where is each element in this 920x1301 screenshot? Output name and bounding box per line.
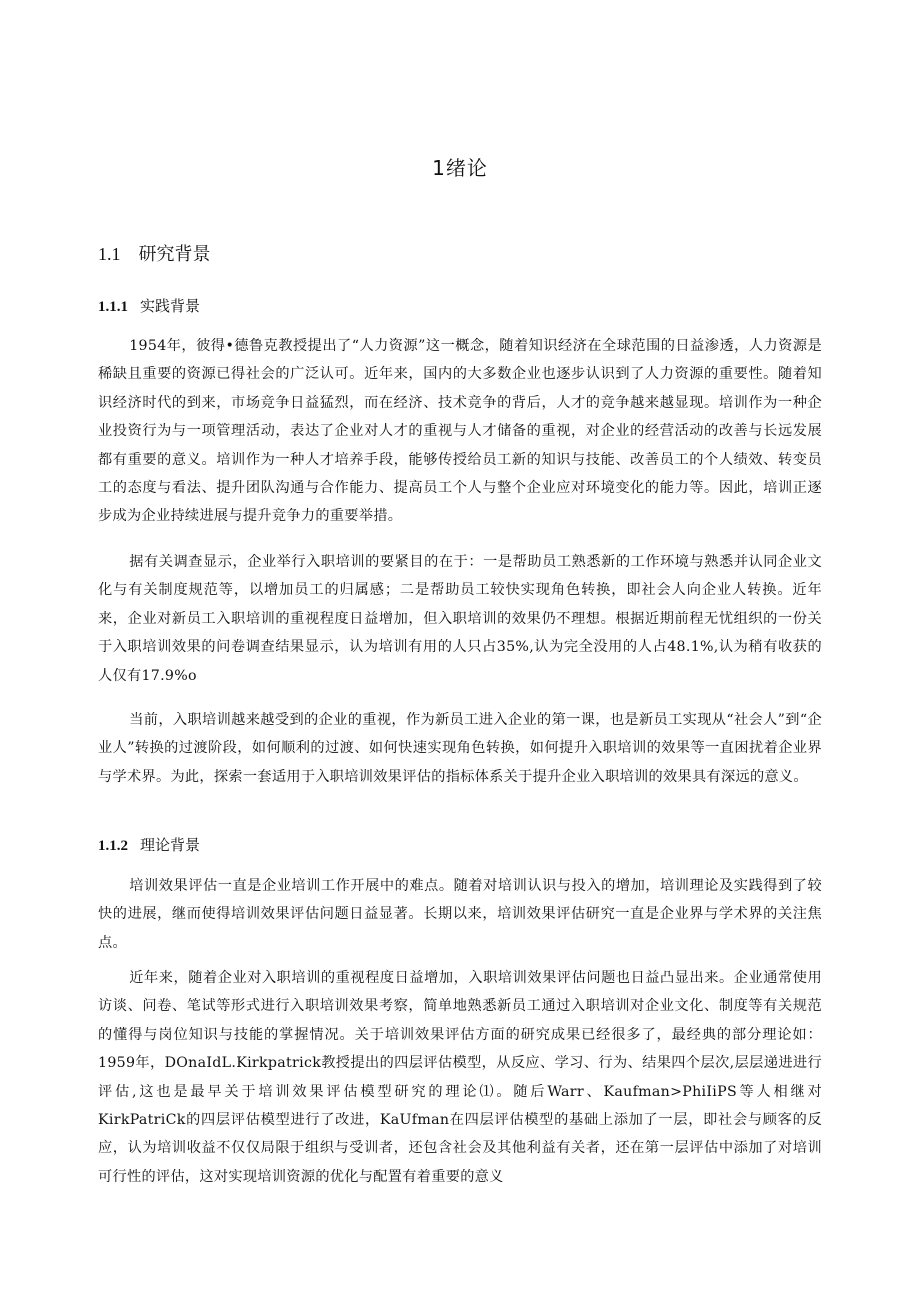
section-heading: [98, 240, 211, 266]
paragraph: 据有关调查显示，企业举行入职培训的要紧目的在于：一是帮助员工熟悉新的工作环境与熟悉并认同企业文化与有关制度规范等，以增加员工的归属感；二是帮助员工较快实现角色转换，即社会人向企业人转换。近年来，企业对新员工入职培训的重视程度日益增加，但入职培训的效果仍不理想。根据近期前程无忧组织的一份关于入职培训效果的问卷调查结果显示，认为培训有用的人只占35%,认为完全没用的人占48.1%,认为稍有收获的人仅有17.9%o: [98, 554, 822, 684]
paragraph: 培训效果评估一直是企业培训工作开展中的难点。随着对培训认识与投入的增加，培训理论及实践得到了较快的进展，继而使得培训效果评估问题日益显著。长期以来，培训效果评估研究一直是企业界与学术界的关注焦点。: [98, 878, 822, 951]
paragraph: 近年来，随着企业对入职培训的重视程度日益增加，入职培训效果评估问题也日益凸显出来。企业通常使用访谈、问卷、笔试等形式进行入职培训效果考察，简单地熟悉新员工通过入职培训对企业文化、制度等有关规范的懂得与岗位知识与技能的掌握情况。关于培训效果评估方面的研究成果已经很多了，最经典的部分理论如：1959年，DOnaIdL.Kirkpatrick教授提出的四层评估模型，从反应、学习、行为、结果四个层次,层层递进进行评估,这也是最早关于培训效果评估模型研究的理论⑴。随后Warr、Kaufman>PhiIiPS等人相继对KirkPatriCk的四层评估模型进行了改进，KaUfman在四层评估模型的基础上添加了一层，即社会与顾客的反应，认为培训收益不仅仅局限于组织与受训者，还包含社会及其他利益有关者，还在第一层评估中添加了对培训可行性的评估，这对实现培训资源的优化与配置有着重要的意义: [98, 970, 822, 1185]
subsection-number: 1.1.1: [98, 299, 128, 315]
subsection-heading-theory: [98, 834, 200, 855]
subsection-title: 理论背景: [140, 836, 201, 854]
paragraph: 1954年，彼得•德鲁克教授提出了“人力资源”这一概念，随着知识经济在全球范围的日益渗透，人力资源是稀缺且重要的资源已得社会的广泛认可。近年来，国内的大多数企业也逐步认识到了人力资源的重要性。随着知识经济时代的到来，市场竞争日益猛烈，而在经济、技术竞争的背后，人才的竞争越来越显现。培训作为一种企业投资行为与一项管理活动，表达了企业对人才的重视与人才储备的重视，对企业的经营活动的改善与长远发展都有重要的意义。培训作为一种人才培养手段，能够传授给员工新的知识与技能、改善员工的个人绩效、转变员工的态度与看法、提升团队沟通与合作能力、提高员工个人与整个企业应对环境变化的能力等。因此，培训正逐步成为企业持续进展与提升竞争力的重要举措。: [98, 338, 822, 525]
subsection-heading-practice: [98, 295, 200, 316]
section-title: 研究背景: [138, 244, 211, 265]
chapter-title: 1绪论: [432, 156, 488, 180]
subsection-title: 实践背景: [140, 297, 201, 315]
section-number: 1.1: [98, 244, 121, 264]
paragraph: 当前，入职培训越来越受到的企业的重视，作为新员工进入企业的第一课，也是新员工实现从“社会人”到“企业人”转换的过渡阶段，如何顺利的过渡、如何快速实现角色转换，如何提升入职培训的效果等一直困扰着企业界与学术界。为此，探索一套适用于入职培训效果评估的指标体系关于提升企业入职培训的效果具有深远的意义。: [98, 712, 822, 785]
subsection-number: 1.1.2: [98, 838, 128, 854]
